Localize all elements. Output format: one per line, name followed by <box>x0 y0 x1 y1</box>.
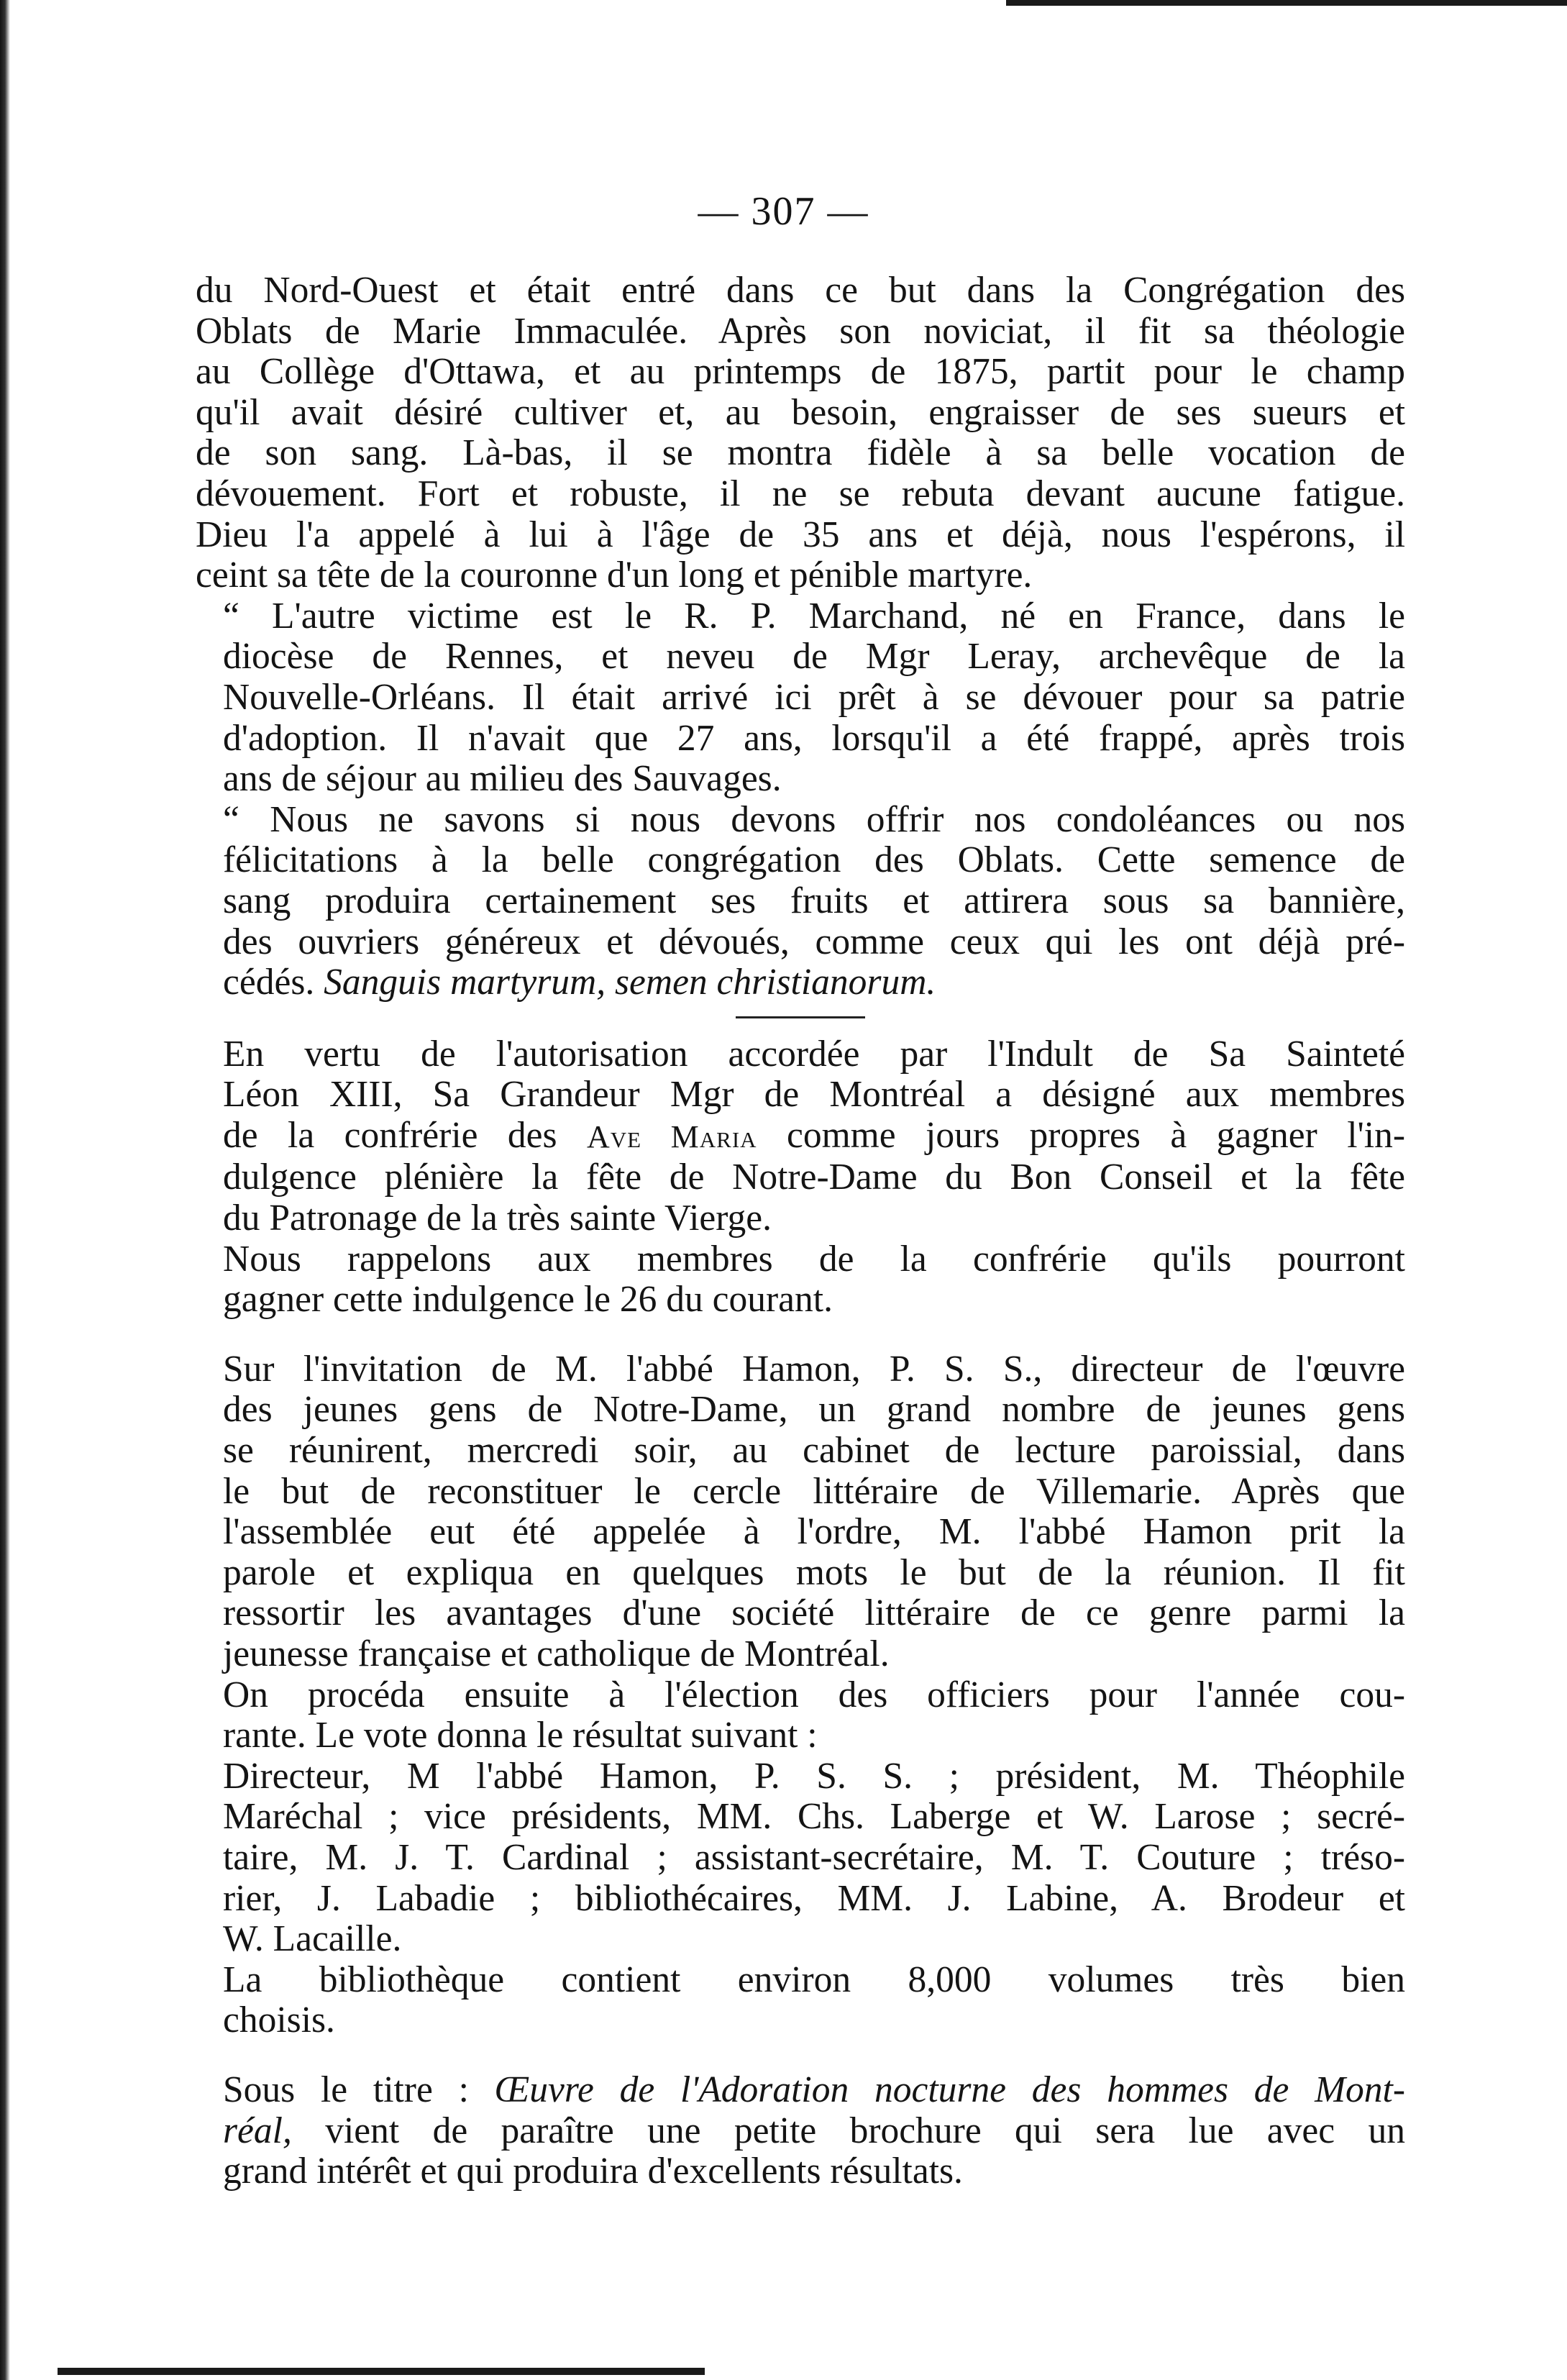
text-line: Sur l'invitation de M. l'abbé Hamon, P. S. S., directeur de l'œuvre <box>223 1348 1405 1390</box>
paragraph-5 <box>196 1239 1405 1321</box>
brochure-title: réal, <box>223 2110 292 2151</box>
text-line: sang produira certainement ses fruits et attirera sous sa bannière, <box>223 880 1405 921</box>
text-line: Directeur, M l'abbé Hamon, P. S. S. ; président, M. Théophile <box>223 1755 1405 1797</box>
section-divider <box>736 1016 865 1018</box>
scan-edge-left <box>0 0 10 2380</box>
text-line: félicitations à la belle congrégation des Oblats. Cette semence de <box>223 839 1405 881</box>
text-line: Maréchal ; vice présidents, MM. Chs. Laberge et W. Larose ; secré- <box>223 1796 1405 1838</box>
text-line: au Collège d'Ottawa, et au printemps de 1875, partit pour le champ <box>196 351 1405 393</box>
text-line: taire, M. J. T. Cardinal ; assistant-secrétaire, M. T. Couture ; tréso- <box>223 1836 1405 1878</box>
text-line: En vertu de l'autorisation accordée par l'Indult de Sa Sainteté <box>223 1033 1405 1075</box>
scan-edge-top <box>1006 0 1567 6</box>
text-line: parole et expliqua en quelques mots le but de la réunion. Il fit <box>223 1551 1405 1593</box>
text-line: d'adoption. Il n'avait que 27 ans, lorsqu'il a été frappé, après trois <box>223 717 1405 759</box>
text-line: dévouement. Fort et robuste, il ne se rebuta devant aucune fatigue. <box>196 473 1405 514</box>
text-line <box>196 2070 1405 2111</box>
text-line <box>196 2111 1405 2152</box>
page-text <box>196 270 1405 2192</box>
text-line: gagner cette indulgence le 26 du courant. <box>223 1279 833 1321</box>
text-line: des ouvriers généreux et dévoués, comme ceux qui les ont déjà pré- <box>223 921 1405 962</box>
text-line <box>196 1116 1405 1158</box>
text-line: dulgence plénière la fête de Notre-Dame du Bon Conseil et la fête <box>223 1157 1405 1198</box>
paragraph-2 <box>196 596 1405 800</box>
text-line: “ Nous ne savons si nous devons offrir nos condoléances ou nos <box>223 798 1405 840</box>
text-line: diocèse de Rennes, et neveu de Mgr Leray, archevêque de la <box>223 636 1405 678</box>
text-line: se réunirent, mercredi soir, au cabinet de lecture paroissial, dans <box>223 1430 1405 1472</box>
text-line: ceint sa tête de la couronne d'un long et pénible martyre. <box>196 555 1033 596</box>
text-line: ressortir les avantages d'une société littéraire de ce genre parmi la <box>223 1592 1405 1634</box>
text-fragment: de la confrérie des <box>223 1114 588 1156</box>
text-line: choisis. <box>223 2000 335 2041</box>
paragraph-3 <box>196 800 1405 1003</box>
text-fragment: vient de paraître une petite brochure qui sera lue avec un <box>291 2110 1405 2151</box>
text-line: du Nord-Ouest et était entré dans ce but dans la Congrégation des <box>196 270 1405 311</box>
text-line <box>196 962 1405 1003</box>
paragraph-4 <box>196 1034 1405 1239</box>
text-line: rier, J. Labadie ; bibliothécaires, MM. J. Labine, A. Brodeur et <box>223 1877 1405 1919</box>
text-line: Nouvelle-Orléans. Il était arrivé ici prêt à se dévouer pour sa patrie <box>223 676 1405 718</box>
paragraph-8 <box>196 1756 1405 1960</box>
paragraph-9 <box>196 1960 1405 2041</box>
text-line: Oblats de Marie Immaculée. Après son noviciat, il fit sa théologie <box>196 310 1405 352</box>
text-line: Nous rappelons aux membres de la confrérie qu'ils pourront <box>223 1238 1405 1280</box>
text-fragment: comme jours propres à gagner l'in- <box>757 1114 1405 1156</box>
brochure-title: Œuvre de l'Adoration nocturne des hommes de Mont- <box>494 2069 1406 2110</box>
text-line: Léon XIII, Sa Grandeur Mgr de Montréal a désigné aux membres <box>223 1074 1405 1116</box>
text-line: On procéda ensuite à l'élection des officiers pour l'année cou- <box>223 1674 1405 1715</box>
text-line: La bibliothèque contient environ 8,000 volumes très bien <box>223 1959 1405 2000</box>
paragraph-7 <box>196 1675 1405 1756</box>
paragraph-10 <box>196 2070 1405 2192</box>
ave-maria-small-caps: Ave Maria <box>587 1118 757 1154</box>
text-fragment: cédés. <box>223 962 324 1003</box>
text-line: le but de reconstituer le cercle littéraire de Villemarie. Après que <box>223 1470 1405 1512</box>
text-line: du Patronage de la très sainte Vierge. <box>223 1198 772 1239</box>
text-line: de son sang. Là-bas, il se montra fidèle à sa belle vocation de <box>196 432 1405 474</box>
text-line: “ L'autre victime est le R. P. Marchand, né en France, dans le <box>223 595 1405 637</box>
text-line: qu'il avait désiré cultiver et, au besoin, engraisser de ses sueurs et <box>196 391 1405 433</box>
text-line: jeunesse française et catholique de Montréal. <box>223 1633 890 1674</box>
text-line: grand intérêt et qui produira d'excellents résultats. <box>223 2151 963 2192</box>
text-line: des jeunes gens de Notre-Dame, un grand nombre de jeunes gens <box>223 1389 1405 1431</box>
page-number: — 307 — <box>698 189 869 234</box>
latin-motto: Sanguis martyrum, semen christianorum. <box>324 962 936 1003</box>
text-line: l'assemblée eut été appelée à l'ordre, M. l'abbé Hamon prit la <box>223 1511 1405 1553</box>
scan-edge-bottom <box>58 2368 705 2375</box>
paragraph-1 <box>196 270 1405 596</box>
text-line: rante. Le vote donna le résultat suivant : <box>223 1715 818 1756</box>
text-line: W. Lacaille. <box>223 1918 402 1960</box>
text-line: Dieu l'a appelé à lui à l'âge de 35 ans et déjà, nous l'espérons, il <box>196 514 1405 555</box>
text-fragment: Sous le titre : <box>223 2069 495 2110</box>
paragraph-6 <box>196 1349 1405 1675</box>
text-line: ans de séjour au milieu des Sauvages. <box>223 758 782 800</box>
